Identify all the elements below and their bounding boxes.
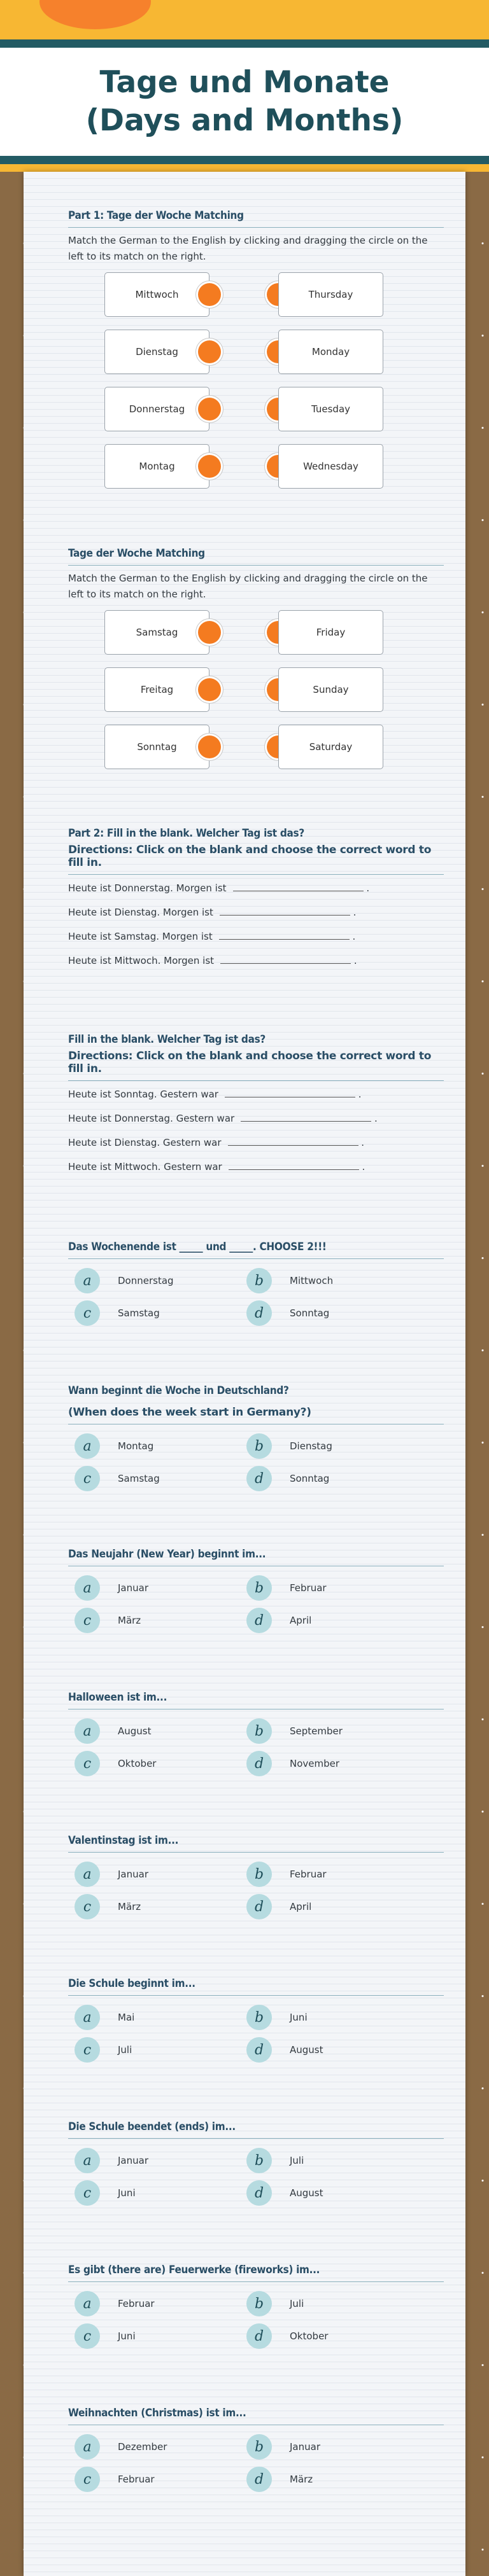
option-letter-a: a [74, 2434, 100, 2460]
question-text: Wann beginnt die Woche in Deutschland? [68, 1384, 289, 1397]
fill-blank-row [68, 1089, 362, 1100]
option-letter-b: b [246, 2148, 272, 2173]
header-top-band [0, 0, 489, 39]
option-label: Dienstag [290, 1440, 332, 1452]
option-letter-a: a [74, 2005, 100, 2030]
option-letter-d: d [246, 1894, 272, 1919]
fill-blank-input[interactable] [229, 1161, 359, 1170]
part1b-instructions: Match the German to the English by clicking and dragging the circle on the left to its match on the right. [68, 573, 428, 600]
fill-blank-input[interactable] [225, 1089, 355, 1097]
answer-option[interactable] [246, 2323, 406, 2349]
option-letter-b: b [246, 2005, 272, 2030]
fill-blank-period: . [353, 955, 357, 966]
match-left-item: Freitag [104, 667, 209, 712]
header-decor-blob [39, 0, 151, 29]
option-letter-b: b [246, 1718, 272, 1744]
option-letter-b: b [246, 1433, 272, 1459]
fill-blank-row [68, 882, 369, 894]
option-label: Oktober [118, 1758, 157, 1769]
fill-blank-prompt: Heute ist Sonntag. Gestern war [68, 1089, 218, 1100]
answer-option[interactable] [74, 2037, 234, 2063]
fill-blank-prompt: Heute ist Donnerstag. Gestern war [68, 1113, 235, 1124]
answer-option[interactable] [246, 2467, 406, 2492]
answer-option[interactable] [246, 1862, 406, 1887]
answer-option[interactable] [74, 2180, 234, 2206]
option-label: Samstag [118, 1473, 160, 1484]
option-letter-a: a [74, 1268, 100, 1293]
option-letter-c: c [74, 2180, 100, 2206]
option-label: Juli [290, 2298, 304, 2309]
option-letter-c: c [74, 2037, 100, 2063]
fill-blank-period: . [362, 1161, 365, 1173]
option-letter-b: b [246, 1268, 272, 1293]
fill-blank-input[interactable] [228, 1137, 358, 1146]
answer-option[interactable] [246, 2148, 406, 2173]
mc-question-3 [68, 1548, 444, 1630]
option-letter-b: b [246, 2434, 272, 2460]
mc-question-4 [68, 1691, 444, 1773]
fill-blank-prompt: Heute ist Donnerstag. Morgen ist [68, 882, 227, 894]
answer-option[interactable] [74, 2291, 234, 2316]
option-letter-a: a [74, 1575, 100, 1601]
fill-blank-row [68, 1113, 378, 1124]
option-label: Samstag [118, 1307, 160, 1319]
option-label: März [290, 2474, 313, 2485]
option-label: April [290, 1901, 312, 1912]
worksheet-paper [24, 172, 465, 2576]
fill-blank-prompt: Heute ist Mittwoch. Gestern war [68, 1161, 222, 1173]
question-text: Valentinstag ist im... [68, 1834, 444, 1853]
option-letter-c: c [74, 1466, 100, 1491]
option-label: Januar [290, 2441, 320, 2453]
fill-blank-period: . [353, 907, 357, 918]
option-letter-d: d [246, 1608, 272, 1633]
mc-question-6 [68, 1977, 444, 2059]
match-right-item: Saturday [278, 725, 383, 769]
option-label: August [290, 2044, 323, 2056]
match-right-item: Sunday [278, 667, 383, 712]
mc-question-1 [68, 1241, 444, 1323]
option-label: Sonntag [290, 1307, 330, 1319]
answer-option[interactable] [246, 1751, 406, 1776]
fill-blank-period: . [352, 931, 356, 942]
answer-option[interactable] [74, 1575, 234, 1601]
option-label: Mittwoch [290, 1275, 334, 1286]
answer-option[interactable] [246, 1300, 406, 1326]
part2b-directions: Directions: Click on the blank and choose the correct word to fill in. [68, 1050, 444, 1081]
option-letter-c: c [74, 1751, 100, 1776]
mc-question-2 [68, 1384, 444, 1488]
option-label: Oktober [290, 2330, 329, 2342]
match-drag-handle[interactable] [198, 398, 221, 421]
part1-section [68, 209, 444, 475]
fill-blank-row [68, 955, 357, 966]
option-label: Donnerstag [118, 1275, 174, 1286]
option-label: Juni [118, 2187, 136, 2199]
header-accent-band [0, 164, 489, 172]
header-stripe [0, 39, 489, 48]
option-label: Februar [118, 2474, 155, 2485]
part2b-section [68, 1033, 444, 1183]
header [0, 48, 489, 156]
match-drag-handle[interactable] [198, 455, 221, 478]
option-label: Juli [290, 2155, 304, 2166]
option-label: Dezember [118, 2441, 167, 2453]
question-text: Es gibt (there are) Feuerwerke (fireworks) im... [68, 2264, 444, 2282]
answer-option[interactable] [74, 1268, 234, 1293]
option-label: August [118, 1725, 152, 1737]
fill-blank-prompt: Heute ist Dienstag. Morgen ist [68, 907, 213, 918]
answer-option[interactable] [246, 1718, 406, 1744]
answer-option[interactable] [246, 1268, 406, 1293]
option-letter-d: d [246, 1751, 272, 1776]
match-left-item: Mittwoch [104, 272, 209, 317]
match-drag-handle[interactable] [198, 340, 221, 363]
match-right-item: Wednesday [278, 444, 383, 489]
answer-option[interactable] [246, 1575, 406, 1601]
answer-option[interactable] [74, 1862, 234, 1887]
fill-blank-prompt: Heute ist Dienstag. Gestern war [68, 1137, 222, 1148]
match-drag-handle[interactable] [198, 283, 221, 306]
option-letter-d: d [246, 2323, 272, 2349]
answer-option[interactable] [74, 1751, 234, 1776]
option-label: Juni [290, 2012, 308, 2023]
match-row [68, 272, 444, 317]
answer-option[interactable] [246, 2005, 406, 2030]
match-row [68, 610, 444, 655]
match-row [68, 444, 444, 489]
fill-blank-input[interactable] [220, 955, 351, 964]
answer-option[interactable] [74, 1608, 234, 1633]
match-drag-handle[interactable] [198, 678, 221, 701]
page-title: Tage und Monate (Days and Months) [85, 65, 404, 138]
option-label: Januar [118, 1582, 148, 1594]
option-letter-c: c [74, 1300, 100, 1326]
option-label: Februar [290, 1869, 327, 1880]
option-letter-c: c [74, 1608, 100, 1633]
option-label: Juni [118, 2330, 136, 2342]
part2b-title: Fill in the blank. Welcher Tag ist das? [68, 1033, 266, 1046]
answer-option[interactable] [74, 2434, 234, 2460]
option-letter-d: d [246, 2180, 272, 2206]
option-letter-c: c [74, 2323, 100, 2349]
question-text: Das Wochenende ist _____ und _____. CHOOSE 2!!! [68, 1241, 444, 1259]
question-text: Weihnachten (Christmas) ist im... [68, 2407, 444, 2425]
answer-option[interactable] [74, 1718, 234, 1744]
answer-option[interactable] [74, 2148, 234, 2173]
answer-option[interactable] [74, 1894, 234, 1919]
option-letter-b: b [246, 1575, 272, 1601]
match-right-item: Thursday [278, 272, 383, 317]
match-left-item: Donnerstag [104, 387, 209, 431]
mc-question-7 [68, 2120, 444, 2203]
match-row [68, 387, 444, 431]
answer-option[interactable] [74, 2323, 234, 2349]
fill-blank-input[interactable] [241, 1113, 371, 1122]
fill-blank-row [68, 1161, 365, 1173]
match-right-item: Monday [278, 330, 383, 374]
fill-blank-row [68, 907, 356, 918]
header-stripe-bottom [0, 156, 489, 164]
answer-option[interactable] [74, 1433, 234, 1459]
option-label: Montag [118, 1440, 154, 1452]
option-letter-c: c [74, 1894, 100, 1919]
answer-option[interactable] [246, 2037, 406, 2063]
answer-option[interactable] [246, 2291, 406, 2316]
option-letter-d: d [246, 1300, 272, 1326]
answer-option[interactable] [246, 2180, 406, 2206]
fill-blank-input[interactable] [219, 931, 350, 940]
answer-option[interactable] [74, 1300, 234, 1326]
option-label: April [290, 1615, 312, 1626]
match-left-item: Samstag [104, 610, 209, 655]
question-text: Die Schule beendet (ends) im... [68, 2120, 444, 2139]
match-drag-handle[interactable] [198, 735, 221, 758]
option-letter-b: b [246, 1862, 272, 1887]
match-row [68, 667, 444, 712]
answer-option[interactable] [246, 1894, 406, 1919]
fill-blank-prompt: Heute ist Samstag. Morgen ist [68, 931, 213, 942]
option-label: Juli [118, 2044, 132, 2056]
answer-option[interactable] [246, 1466, 406, 1491]
option-label: November [290, 1758, 340, 1769]
option-letter-a: a [74, 2291, 100, 2316]
option-letter-d: d [246, 1466, 272, 1491]
question-text: Die Schule beginnt im... [68, 1977, 444, 1996]
fill-blank-period: . [361, 1137, 365, 1148]
option-label: August [290, 2187, 323, 2199]
option-label: Januar [118, 2155, 148, 2166]
fill-blank-prompt: Heute ist Mittwoch. Morgen ist [68, 955, 215, 966]
option-letter-c: c [74, 2467, 100, 2492]
option-letter-a: a [74, 1718, 100, 1744]
mc-question-9 [68, 2407, 444, 2489]
answer-option[interactable] [74, 1466, 234, 1491]
option-label: März [118, 1615, 141, 1626]
fill-blank-row [68, 1137, 364, 1148]
question-text: Das Neujahr (New Year) beginnt im... [68, 1548, 444, 1566]
option-label: Mai [118, 2012, 135, 2023]
answer-option[interactable] [74, 2005, 234, 2030]
part2-section [68, 827, 444, 977]
option-letter-b: b [246, 2291, 272, 2316]
option-label: Februar [290, 1582, 327, 1594]
part1b-section [68, 547, 444, 762]
fill-blank-period: . [374, 1113, 378, 1124]
option-label: Januar [118, 1869, 148, 1880]
option-label: September [290, 1725, 343, 1737]
answer-option[interactable] [74, 2467, 234, 2492]
option-letter-d: d [246, 2467, 272, 2492]
answer-option[interactable] [246, 1608, 406, 1633]
option-label: Sonntag [290, 1473, 330, 1484]
option-letter-a: a [74, 1433, 100, 1459]
match-left-item: Dienstag [104, 330, 209, 374]
mc-question-5 [68, 1834, 444, 1916]
part1b-title: Tage der Woche Matching [68, 547, 444, 566]
part1-title: Part 1: Tage der Woche Matching [68, 209, 444, 228]
option-label: Februar [118, 2298, 155, 2309]
question-text: Halloween ist im... [68, 1691, 444, 1709]
match-row [68, 725, 444, 769]
option-label: März [118, 1901, 141, 1912]
match-left-item: Montag [104, 444, 209, 489]
fill-blank-period: . [358, 1089, 362, 1100]
match-left-item: Sonntag [104, 725, 209, 769]
question-subtext: (When does the week start in Germany?) [68, 1406, 444, 1424]
fill-blank-period: . [366, 882, 370, 894]
fill-blank-row [68, 931, 355, 942]
match-drag-handle[interactable] [198, 621, 221, 644]
option-letter-a: a [74, 1862, 100, 1887]
part1-instructions: Match the German to the English by clicking and dragging the circle on the left to its match on the right. [68, 235, 428, 262]
fill-blank-input[interactable] [233, 882, 364, 891]
match-row [68, 330, 444, 374]
option-letter-a: a [74, 2148, 100, 2173]
match-right-item: Friday [278, 610, 383, 655]
fill-blank-input[interactable] [220, 907, 350, 916]
answer-option[interactable] [246, 1433, 406, 1459]
mc-question-8 [68, 2264, 444, 2346]
answer-option[interactable] [246, 2434, 406, 2460]
match-right-item: Tuesday [278, 387, 383, 431]
part2-title: Part 2: Fill in the blank. Welcher Tag ist das? [68, 827, 304, 840]
part2-directions: Directions: Click on the blank and choose the correct word to fill in. [68, 844, 444, 875]
option-letter-d: d [246, 2037, 272, 2063]
